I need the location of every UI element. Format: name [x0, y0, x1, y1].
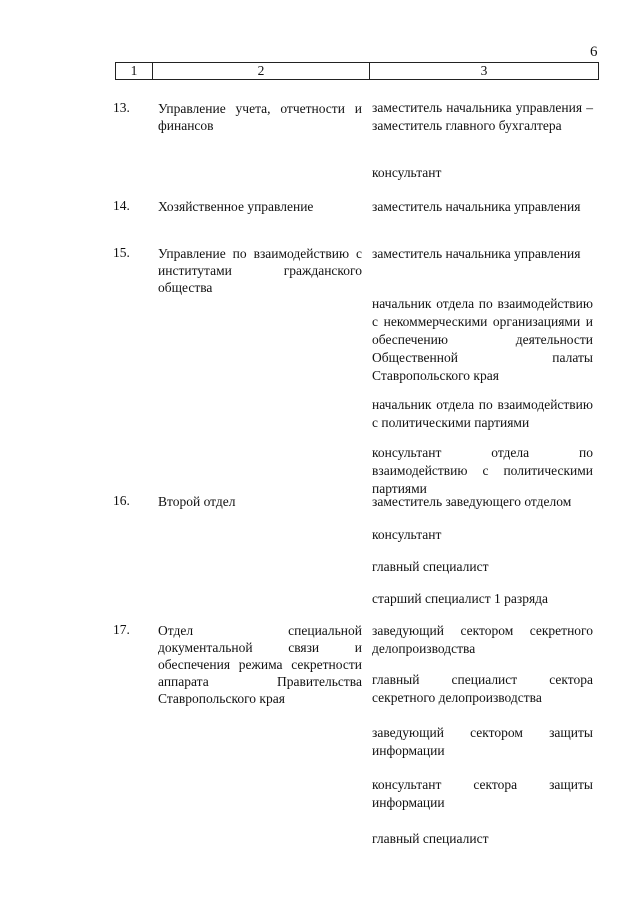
- row-17-position-5: главный специалист: [372, 831, 489, 846]
- row-16-number: 16.: [113, 493, 130, 508]
- row-13-number: 13.: [113, 100, 130, 115]
- row-14-number: 14.: [113, 198, 130, 213]
- row-14-position-1: заместитель начальника управления: [372, 199, 581, 214]
- row-16-department: Второй отдел: [158, 494, 236, 509]
- column-header-1: 1: [116, 63, 153, 80]
- row-14-department: Хозяйственное управление: [158, 199, 314, 214]
- row-17-number: 17.: [113, 622, 130, 637]
- column-header-2: 2: [153, 63, 370, 80]
- row-13-position-2: консультант: [372, 165, 442, 180]
- row-15-position-1: заместитель начальника управления: [372, 246, 581, 261]
- row-13-position-1: заместитель начальника управления – заместитель главного бухгалтера: [372, 100, 593, 133]
- row-16-position-2: консультант: [372, 527, 442, 542]
- row-15-position-4: консультант отдела по взаимодействию с политическими партиями: [372, 445, 593, 496]
- column-header-table: [115, 62, 599, 80]
- row-15-department: Управление по взаимодействию с институтами гражданского общества: [158, 246, 362, 295]
- row-16-position-1: заместитель заведующего отделом: [372, 494, 572, 509]
- row-17-position-3: заведующий сектором защиты информации: [372, 725, 593, 758]
- row-15-position-3: начальник отдела по взаимодействию с политическими партиями: [372, 397, 593, 430]
- column-header-3: 3: [370, 63, 599, 80]
- row-17-position-4: консультант сектора защиты информации: [372, 777, 593, 810]
- page-number: 6: [590, 44, 598, 60]
- row-15-position-2: начальник отдела по взаимодействию с некоммерческими организациями и обеспечению деятельности Общественной палаты Ставропольского края: [372, 296, 593, 383]
- row-16-position-3: главный специалист: [372, 559, 489, 574]
- row-16-position-4: старший специалист 1 разряда: [372, 591, 549, 606]
- row-15-number: 15.: [113, 245, 130, 260]
- row-13-department: Управление учета, отчетности и финансов: [158, 101, 362, 133]
- row-17-position-1: заведующий сектором секретного делопроизводства: [372, 623, 593, 656]
- row-17-department: Отдел специальной документальной связи и обеспечения режима секретности аппарата Правительства Ставропольского края: [158, 623, 362, 706]
- row-17-position-2: главный специалист сектора секретного делопроизводства: [372, 672, 593, 705]
